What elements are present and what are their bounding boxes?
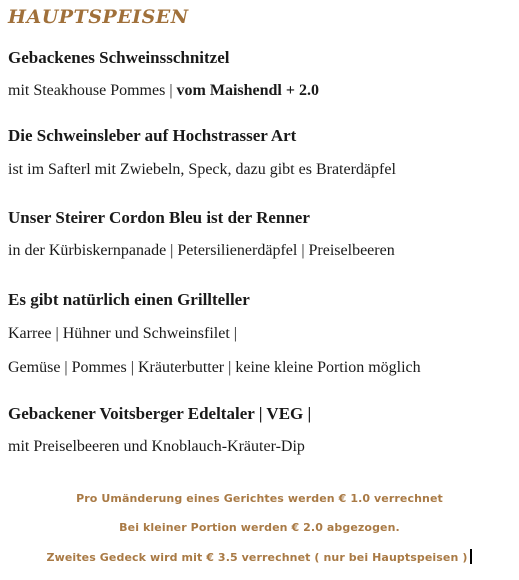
note-second-cover-text: Zweites Gedeck wird mit € 3.5 verrechnet ( nur bei Hauptspeisen ) — [46, 551, 468, 564]
section-title: HAUPTSPEISEN — [8, 6, 189, 28]
dish-description-grillteller-line2: Gemüse | Pommes | Kräuterbutter | keine kleine Portion möglich — [8, 359, 421, 376]
dish-description-cordon-bleu: in der Kürbiskernpanade | Petersilienerdäpfel | Preiselbeeren — [8, 242, 395, 259]
dish-description-grillteller-line1: Karree | Hühner und Schweinsfilet | — [8, 325, 237, 342]
note-small-portion: Bei kleiner Portion werden € 2.0 abgezogen. — [119, 521, 400, 534]
dish-upgrade-option: vom Maishendl + 2.0 — [176, 82, 319, 99]
dish-title-edeltaler: Gebackener Voitsberger Edeltaler | VEG | — [8, 404, 312, 423]
text-cursor — [470, 549, 472, 564]
dish-description-text: mit Steakhouse Pommes | — [8, 82, 177, 99]
note-second-cover — [0, 549, 519, 564]
dish-title-grillteller: Es gibt natürlich einen Grillteller — [8, 290, 250, 309]
note-modification-fee: Pro Umänderung eines Gerichtes werden € 1.0 verrechnet — [76, 492, 443, 505]
dish-title-schweinsleber: Die Schweinsleber auf Hochstrasser Art — [8, 126, 297, 145]
dish-title-schnitzel: Gebackenes Schweinsschnitzel — [8, 48, 230, 67]
dish-title-cordon-bleu: Unser Steirer Cordon Bleu ist der Renner — [8, 208, 310, 227]
dish-description-schnitzel — [8, 82, 319, 100]
dish-description-schweinsleber: ist im Safterl mit Zwiebeln, Speck, dazu gibt es Braterdäpfel — [8, 161, 396, 178]
dish-description-edeltaler: mit Preiselbeeren und Knoblauch-Kräuter-Dip — [8, 438, 305, 455]
